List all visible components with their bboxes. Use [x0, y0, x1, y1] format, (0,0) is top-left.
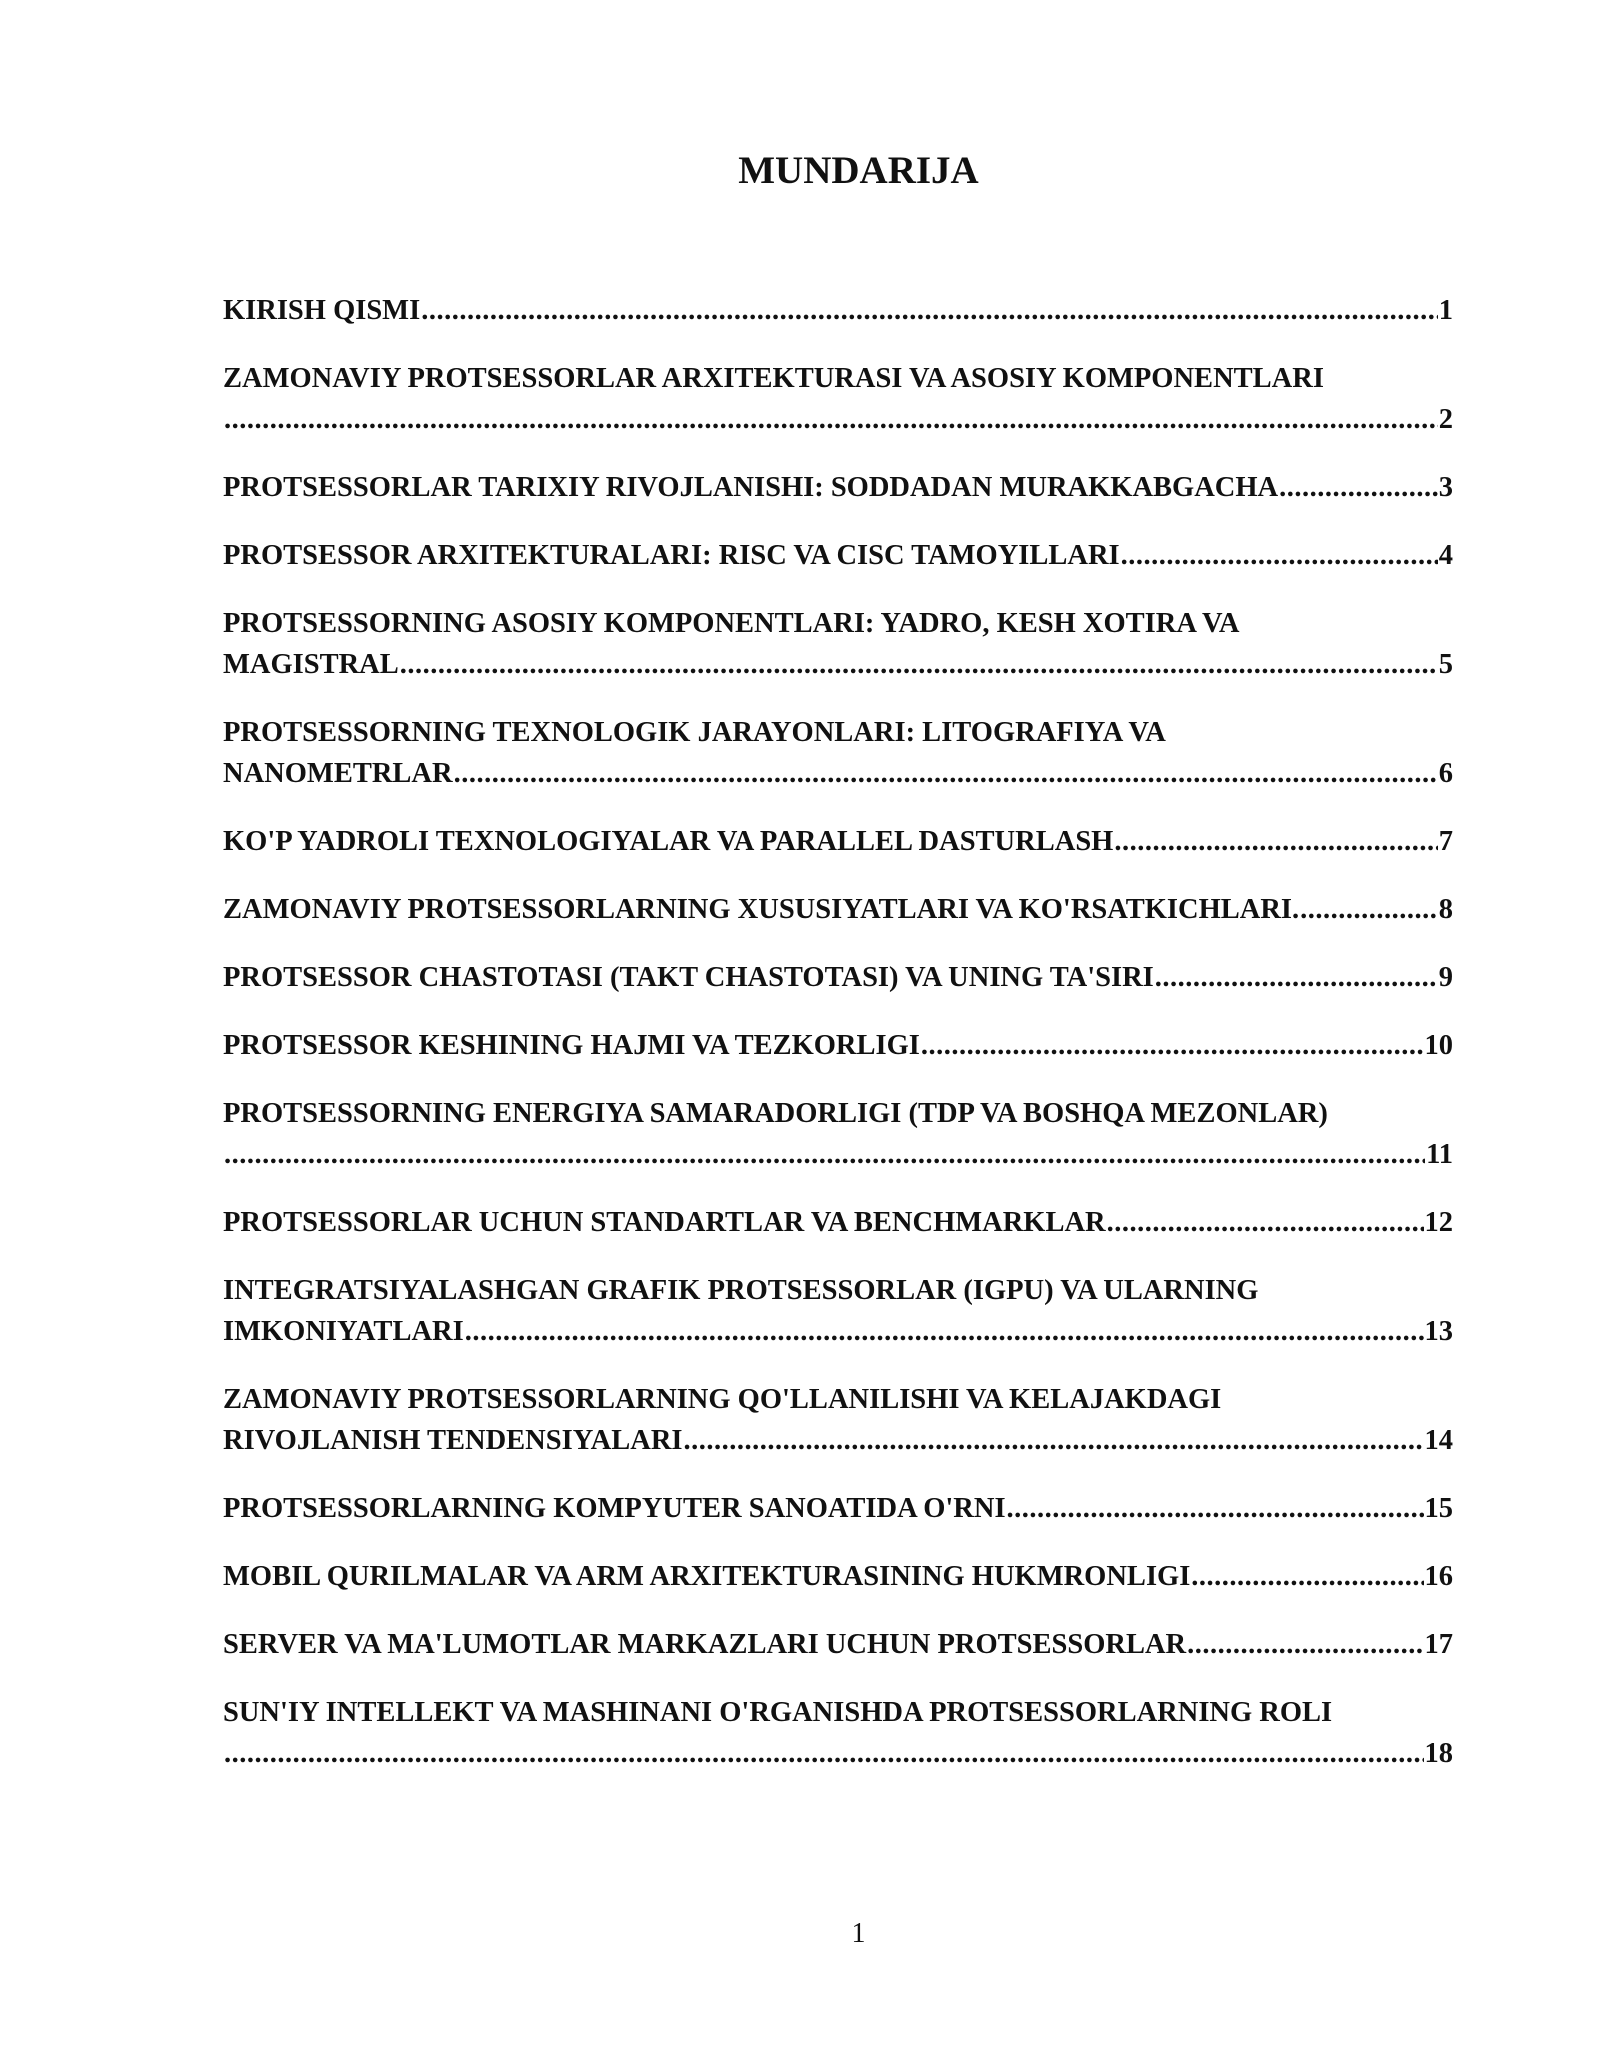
toc-entry-title: MAGISTRAL	[223, 649, 399, 680]
toc-entry[interactable]	[223, 1093, 1453, 1175]
toc-entry-title: SERVER VA MA'LUMOTLAR MARKAZLARI UCHUN PROTSESSORLAR	[223, 1629, 1187, 1660]
dot-leader	[224, 1134, 1425, 1175]
toc-entry-leader-line	[223, 1733, 1453, 1774]
toc-entry-title: KIRISH QISMI	[223, 295, 421, 326]
toc-entry[interactable]	[223, 1692, 1453, 1774]
dot-leader	[684, 1420, 1424, 1461]
toc-entry-leader-line	[223, 1624, 1453, 1665]
toc-entry-leader-line	[223, 1488, 1453, 1529]
toc-page-number: 6	[1438, 758, 1453, 789]
toc-page-number: 8	[1438, 894, 1453, 925]
toc-entry[interactable]	[223, 1270, 1453, 1352]
toc-page-number: 7	[1438, 826, 1453, 857]
toc-entry-title: RIVOJLANISH TENDENSIYALARI	[223, 1425, 683, 1456]
toc-entry-leader-line	[223, 1134, 1453, 1175]
toc-entry[interactable]	[223, 712, 1453, 794]
toc-entry[interactable]	[223, 1379, 1453, 1461]
dot-leader	[1191, 1556, 1423, 1597]
toc-entry[interactable]	[223, 1556, 1453, 1597]
toc-entry-leader-line	[223, 889, 1453, 930]
toc-entry-title: PROTSESSOR CHASTOTASI (TAKT CHASTOTASI) VA UNING TA'SIRI	[223, 962, 1154, 993]
toc-entry-title-line: INTEGRATSIYALASHGAN GRAFIK PROTSESSORLAR (IGPU) VA ULARNING	[223, 1275, 1259, 1306]
toc-entry-leader-line	[223, 399, 1453, 440]
toc-page-number: 9	[1438, 962, 1453, 993]
page-title: MUNDARIJA	[738, 149, 979, 192]
dot-leader	[1007, 1488, 1424, 1529]
toc-page-number: 4	[1438, 540, 1453, 571]
toc-page-number: 18	[1424, 1738, 1453, 1769]
dot-leader	[400, 644, 1438, 685]
dot-leader	[454, 753, 1438, 794]
toc-page-number: 13	[1424, 1316, 1453, 1347]
toc-entry-title-line: ZAMONAVIY PROTSESSORLAR ARXITEKTURASI VA ASOSIY KOMPONENTLARI	[223, 363, 1324, 394]
toc-entry-title-line: ZAMONAVIY PROTSESSORLARNING QO'LLANILISHI VA KELAJAKDAGI	[223, 1384, 1222, 1415]
toc-entry[interactable]	[223, 358, 1453, 440]
table-of-contents	[223, 290, 1453, 1801]
dot-leader	[1187, 1624, 1423, 1665]
toc-page-number: 17	[1424, 1629, 1453, 1660]
toc-entry-leader-line	[223, 821, 1453, 862]
toc-entry-leader-line	[223, 535, 1453, 576]
dot-leader	[921, 1025, 1424, 1066]
toc-entry-title: PROTSESSORLARNING KOMPYUTER SANOATIDA O'RNI	[223, 1493, 1006, 1524]
toc-entry-title-line: PROTSESSORNING ENERGIYA SAMARADORLIGI (TDP VA BOSHQA MEZONLAR)	[223, 1098, 1328, 1129]
dot-leader	[1107, 1202, 1424, 1243]
toc-entry[interactable]	[223, 1025, 1453, 1066]
page-number: 1	[851, 1918, 866, 1949]
toc-entry[interactable]	[223, 290, 1453, 331]
dot-leader	[1300, 889, 1438, 930]
toc-entry-title: PROTSESSOR KESHINING HAJMI VA TEZKORLIGI	[223, 1030, 920, 1061]
toc-entry[interactable]	[223, 1202, 1453, 1243]
toc-entry[interactable]	[223, 1624, 1453, 1665]
toc-entry[interactable]	[223, 957, 1453, 998]
toc-entry-title: MOBIL QURILMALAR VA ARM ARXITEKTURASINING HUKMRONLIGI	[223, 1561, 1191, 1592]
toc-entry-leader-line	[223, 1311, 1453, 1352]
toc-entry[interactable]	[223, 1488, 1453, 1529]
toc-entry-title: KO'P YADROLI TEXNOLOGIYALAR VA PARALLEL DASTURLASH	[223, 826, 1114, 857]
toc-entry-title: PROTSESSORLAR UCHUN STANDARTLAR VA BENCHMARKLAR	[223, 1207, 1106, 1238]
toc-entry-leader-line	[223, 290, 1453, 331]
toc-entry[interactable]	[223, 821, 1453, 862]
toc-entry-title-line: PROTSESSORNING TEXNOLOGIK JARAYONLARI: LITOGRAFIYA VA	[223, 717, 1166, 748]
toc-page-number: 3	[1438, 472, 1453, 503]
toc-entry-title-line: PROTSESSORNING ASOSIY KOMPONENTLARI: YADRO, KESH XOTIRA VA	[223, 608, 1240, 639]
toc-page-number: 16	[1424, 1561, 1453, 1592]
toc-entry-leader-line	[223, 1025, 1453, 1066]
dot-leader	[465, 1311, 1424, 1352]
toc-page-number: 12	[1424, 1207, 1453, 1238]
toc-page-number: 15	[1424, 1493, 1453, 1524]
toc-page-number: 11	[1426, 1139, 1453, 1170]
dot-leader	[1279, 467, 1438, 508]
toc-entry-title: NANOMETRLAR	[223, 758, 453, 789]
toc-entry-leader-line	[223, 1202, 1453, 1243]
dot-leader	[224, 399, 1438, 440]
toc-entry-title: ZAMONAVIY PROTSESSORLARNING XUSUSIYATLARI VA KO'RSATKICHLARI.	[223, 894, 1300, 925]
toc-page-number: 14	[1424, 1425, 1453, 1456]
toc-entry[interactable]	[223, 535, 1453, 576]
toc-entry-leader-line	[223, 467, 1453, 508]
toc-page-number: 10	[1424, 1030, 1453, 1061]
toc-entry-leader-line	[223, 753, 1453, 794]
toc-entry-title: PROTSESSOR ARXITEKTURALARI: RISC VA CISC TAMOYILLARI	[223, 540, 1120, 571]
toc-entry-title-line: SUN'IY INTELLEKT VA MASHINANI O'RGANISHDA PROTSESSORLARNING ROLI	[223, 1697, 1333, 1728]
toc-page-number: 1	[1438, 295, 1453, 326]
toc-entry-leader-line	[223, 1420, 1453, 1461]
toc-entry-leader-line	[223, 957, 1453, 998]
toc-entry-leader-line	[223, 644, 1453, 685]
dot-leader	[421, 290, 1438, 331]
dot-leader	[1114, 821, 1437, 862]
dot-leader	[1155, 957, 1438, 998]
toc-entry[interactable]	[223, 467, 1453, 508]
dot-leader	[1121, 535, 1438, 576]
toc-entry[interactable]	[223, 889, 1453, 930]
toc-entry-title: IMKONIYATLARI	[223, 1316, 464, 1347]
toc-page-number: 5	[1438, 649, 1453, 680]
dot-leader	[224, 1733, 1424, 1774]
toc-entry-title: PROTSESSORLAR TARIXIY RIVOJLANISHI: SODDADAN MURAKKABGACHA	[223, 472, 1279, 503]
toc-entry[interactable]	[223, 603, 1453, 685]
toc-page-number: 2	[1438, 404, 1453, 435]
toc-entry-leader-line	[223, 1556, 1453, 1597]
